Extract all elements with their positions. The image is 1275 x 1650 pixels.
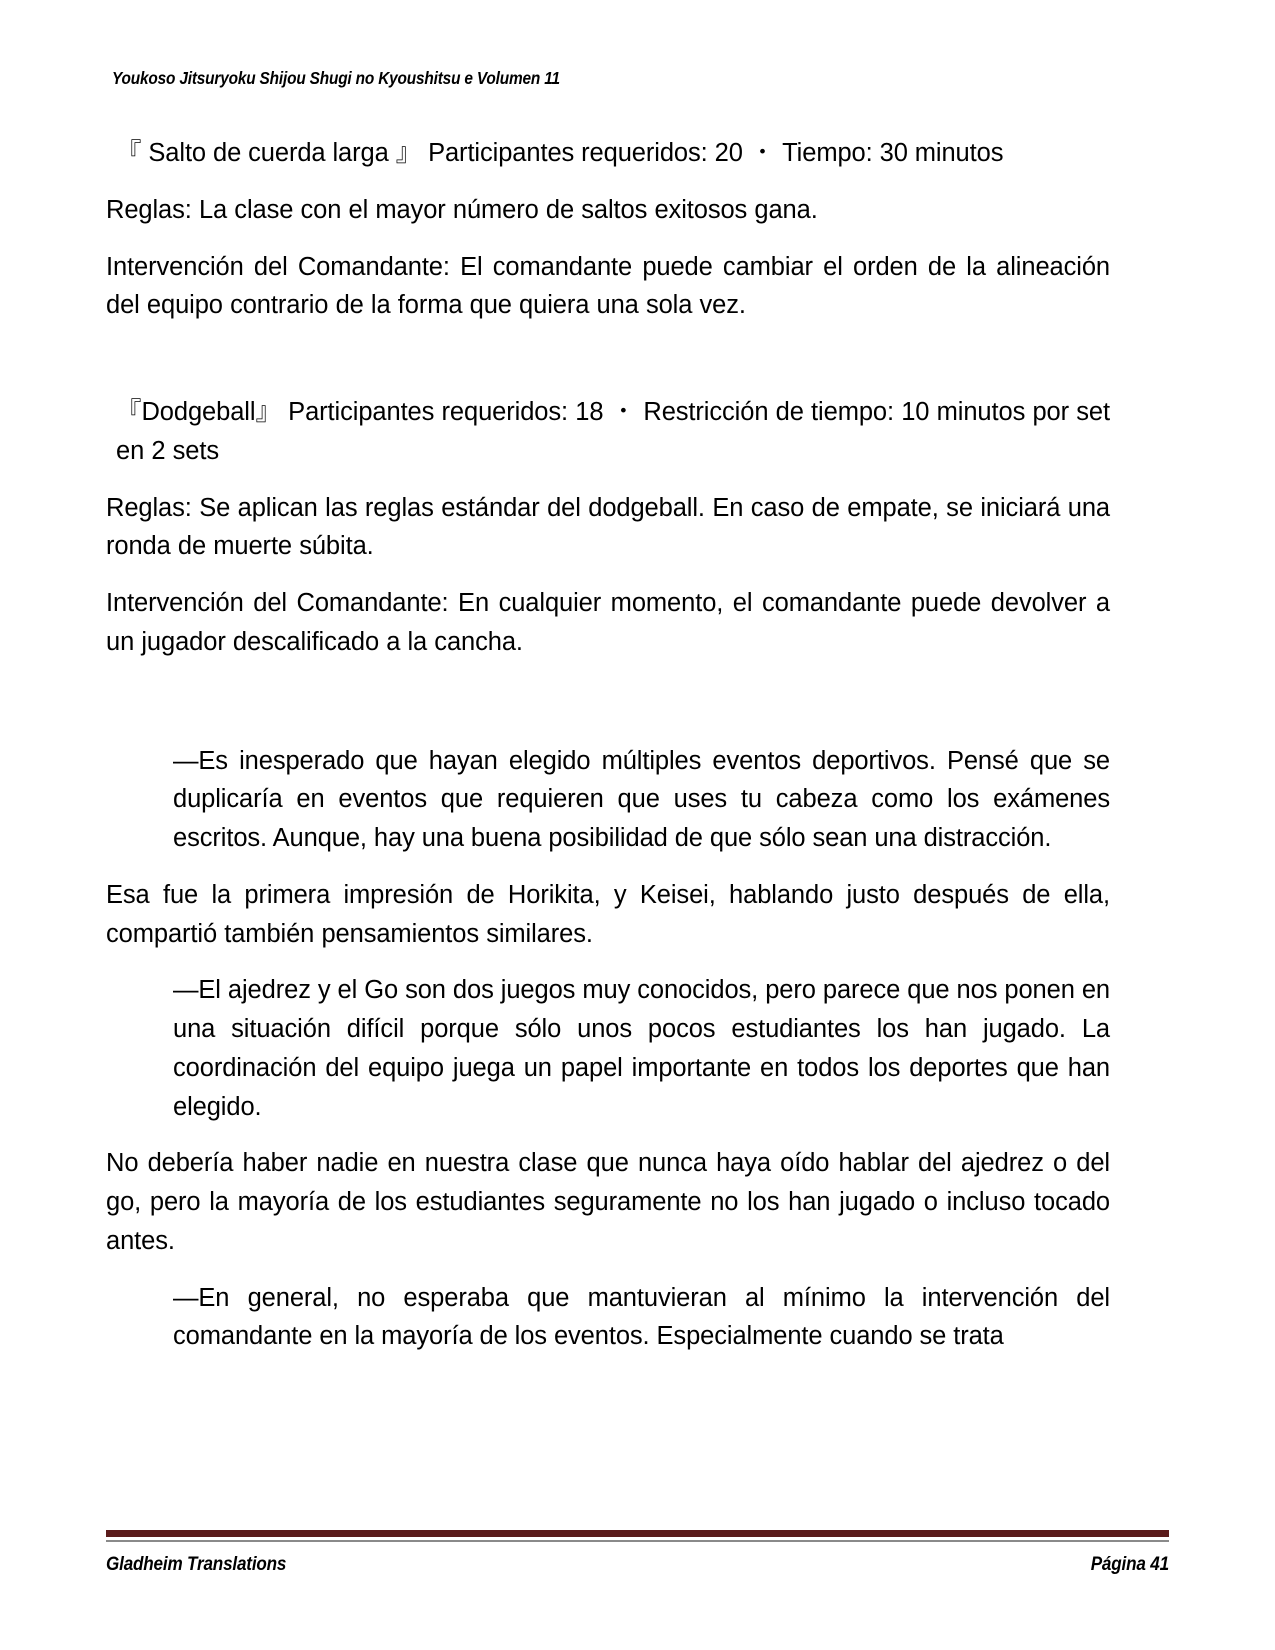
footer-rule-thick — [106, 1530, 1169, 1537]
event-rules-dodgeball: Reglas: Se aplican las reglas estándar del dodgeball. En caso de empate, se iniciará una ronda de muerte súbita. — [106, 493, 1110, 561]
footer-translator-credit: Gladheim Translations — [106, 1554, 287, 1575]
section-gap-1 — [106, 343, 1110, 393]
document-body — [106, 134, 1110, 1374]
event-rules-jump-rope: Reglas: La clase con el mayor número de saltos exitosos gana. — [106, 195, 818, 224]
page-footer — [106, 1530, 1169, 1576]
narration-first-impression: Esa fue la primera impresión de Horikita, y Keisei, hablando justo después de ella, compartió también pensamientos similares. — [106, 880, 1110, 948]
dialogue-horikita: —Es inesperado que hayan elegido múltiples eventos deportivos. Pensé que se duplicaría en eventos que requieren que uses tu cabeza como los exámenes escritos. Aunque, hay una buena posibilidad de que sólo sean una distracción. — [173, 746, 1110, 852]
dialogue-commander-intervention: —En general, no esperaba que mantuvieran al mínimo la intervención del comandante en la mayoría de los eventos. Especialmente cuando se trata — [173, 1283, 1110, 1351]
event-intervention-jump-rope: Intervención del Comandante: El comandante puede cambiar el orden de la alineación del equipo contrario de la forma que quiera una sola vez. — [106, 252, 1110, 320]
dialogue-keisei-chess-go: —El ajedrez y el Go son dos juegos muy conocidos, pero parece que nos ponen en una situación difícil porque sólo unos pocos estudiantes los han jugado. La coordinación del equipo juega un papel importante en todos los deportes que han elegido. — [173, 976, 1110, 1121]
event-intervention-dodgeball: Intervención del Comandante: En cualquier momento, el comandante puede devolver a un jugador descalificado a la cancha. — [106, 589, 1110, 656]
running-header — [112, 68, 1167, 96]
header-title: Youkoso Jitsuryoku Shijou Shugi no Kyoushitsu e Volumen 11 — [112, 68, 560, 88]
footer-page-number: Página 41 — [1090, 1554, 1169, 1575]
event-heading-dodgeball: 『Dodgeball』 Participantes requeridos: 18 ・ Restricción de tiempo: 10 minutos por set en 2 sets — [116, 398, 1110, 465]
narration-class-knowledge: No debería haber nadie en nuestra clase que nunca haya oído hablar del ajedrez o del go, pero la mayoría de los estudiantes seguramente no los han jugado o incluso tocado antes. — [106, 1149, 1110, 1255]
footer-rule-thin — [106, 1540, 1169, 1542]
footer-row — [106, 1554, 1169, 1576]
section-gap-2 — [106, 680, 1110, 742]
event-heading-jump-rope: 『 Salto de cuerda larga 』 Participantes requeridos: 20 ・ Tiempo: 30 minutos — [116, 139, 1004, 167]
